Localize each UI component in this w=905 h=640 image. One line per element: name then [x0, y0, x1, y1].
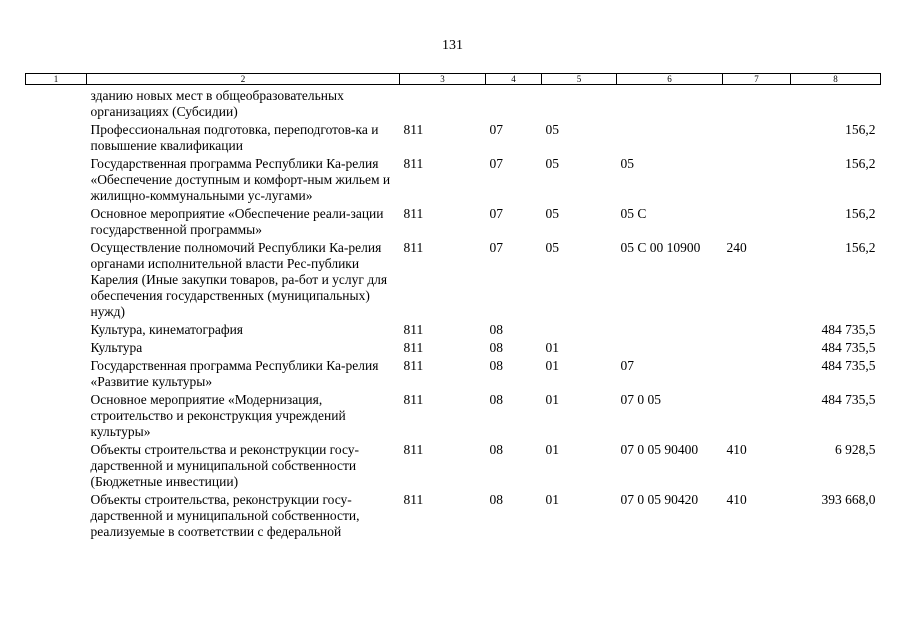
column-header: 3 — [400, 74, 486, 85]
amount-cell: 484 735,5 — [821, 392, 876, 407]
row-number-cell — [26, 357, 87, 391]
row-number-cell — [26, 321, 87, 339]
target-article-cell: 05 — [620, 156, 634, 171]
column-number-row — [26, 74, 881, 85]
subsection-code-cell: 01 — [545, 492, 559, 507]
ministry-code-cell: 811 — [403, 156, 424, 171]
target-article-cell: 07 — [620, 358, 634, 373]
amount-cell: 156,2 — [845, 206, 876, 221]
expense-type-cell: 410 — [726, 492, 747, 507]
section-code-cell: 08 — [489, 322, 503, 337]
section-code-cell: 08 — [489, 392, 503, 407]
section-code-cell — [486, 85, 542, 122]
column-header: 5 — [542, 74, 617, 85]
target-article-cell: 07 0 05 — [620, 392, 661, 407]
subsection-code-cell: 05 — [545, 240, 559, 255]
table-header — [26, 74, 881, 85]
amount-cell: 6 928,5 — [835, 442, 876, 457]
section-code-cell: 08 — [489, 358, 503, 373]
expense-type-cell — [723, 339, 791, 357]
ministry-code-cell: 811 — [403, 442, 424, 457]
table-row — [26, 155, 881, 205]
subsection-code-cell: 05 — [545, 206, 559, 221]
table-body — [26, 85, 881, 542]
column-header: 4 — [486, 74, 542, 85]
row-name-cell: Культура — [90, 340, 143, 355]
target-article-cell: 07 0 05 90420 — [620, 492, 699, 507]
subsection-code-cell — [542, 85, 617, 122]
subsection-code-cell: 01 — [545, 392, 559, 407]
table-row — [26, 121, 881, 155]
table-row — [26, 391, 881, 441]
row-name-cell: Основное мероприятие «Обеспечение реали-зации государственной программы» — [90, 206, 384, 237]
expense-type-cell — [723, 121, 791, 155]
expense-type-cell: 240 — [726, 240, 747, 255]
amount-cell: 484 735,5 — [821, 358, 876, 373]
row-name-cell: Основное мероприятие «Модернизация, строительство и реконструкция учреждений культуры» — [90, 392, 346, 439]
ministry-code-cell: 811 — [403, 322, 424, 337]
target-article-cell: 07 0 05 90400 — [620, 442, 699, 457]
subsection-code-cell: 05 — [545, 156, 559, 171]
expense-type-cell — [723, 155, 791, 205]
row-number-cell — [26, 205, 87, 239]
column-header: 8 — [791, 74, 881, 85]
subsection-code-cell: 01 — [545, 358, 559, 373]
subsection-code-cell: 01 — [545, 442, 559, 457]
subsection-code-cell: 01 — [545, 340, 559, 355]
section-code-cell: 07 — [489, 122, 503, 137]
row-name-cell: Культура, кинематография — [90, 322, 244, 337]
ministry-code-cell: 811 — [403, 392, 424, 407]
amount-cell: 484 735,5 — [821, 322, 876, 337]
expense-type-cell — [723, 357, 791, 391]
target-article-cell: 05 С 00 10900 — [620, 240, 701, 255]
table-row — [26, 239, 881, 321]
row-number-cell — [26, 441, 87, 491]
expense-type-cell — [723, 85, 791, 122]
amount-cell: 393 668,0 — [821, 492, 876, 507]
amount-cell — [791, 85, 881, 122]
section-code-cell: 08 — [489, 492, 503, 507]
row-number-cell — [26, 339, 87, 357]
column-header: 7 — [723, 74, 791, 85]
row-name-cell: Осуществление полномочий Республики Ка-релия органами исполнительной власти Рес-публики Карелия (Иные закупки товаров, ра-бот и услуг для обеспечения государственных (муниципальных) нужд) — [90, 240, 388, 319]
table-row — [26, 85, 881, 122]
ministry-code-cell: 811 — [403, 358, 424, 373]
column-header: 6 — [617, 74, 723, 85]
row-name-cell: Государственная программа Республики Ка-релия «Обеспечение доступным и комфорт-ным жильем и жилищно-коммунальными ус-лугами» — [90, 156, 391, 203]
row-name-cell: Профессиональная подготовка, переподготов-ка и повышение квалификации — [90, 122, 379, 153]
section-code-cell: 07 — [489, 240, 503, 255]
section-code-cell: 07 — [489, 156, 503, 171]
ministry-code-cell: 811 — [403, 492, 424, 507]
amount-cell: 156,2 — [845, 240, 876, 255]
row-number-cell — [26, 391, 87, 441]
subsection-code-cell — [542, 321, 617, 339]
ministry-code-cell — [400, 85, 486, 122]
target-article-cell — [617, 85, 723, 122]
amount-cell: 156,2 — [845, 122, 876, 137]
row-name-cell: Объекты строительства и реконструкции госу-дарственной и муниципальной собственности (Бюджетные инвестиции) — [90, 442, 360, 489]
expense-type-cell — [723, 205, 791, 239]
row-number-cell — [26, 121, 87, 155]
table-row — [26, 339, 881, 357]
expense-type-cell — [723, 321, 791, 339]
target-article-cell — [617, 121, 723, 155]
section-code-cell: 08 — [489, 340, 503, 355]
expense-type-cell: 410 — [726, 442, 747, 457]
ministry-code-cell: 811 — [403, 340, 424, 355]
table-row — [26, 205, 881, 239]
ministry-code-cell: 811 — [403, 206, 424, 221]
row-number-cell — [26, 85, 87, 122]
column-header: 2 — [87, 74, 400, 85]
target-article-cell — [617, 339, 723, 357]
expense-type-cell — [723, 391, 791, 441]
amount-cell: 484 735,5 — [821, 340, 876, 355]
table-row — [26, 491, 881, 541]
page-number: 131 — [442, 38, 463, 53]
subsection-code-cell: 05 — [545, 122, 559, 137]
table-row — [26, 357, 881, 391]
target-article-cell: 05 С — [620, 206, 647, 221]
section-code-cell: 08 — [489, 442, 503, 457]
ministry-code-cell: 811 — [403, 240, 424, 255]
column-header: 1 — [26, 74, 87, 85]
target-article-cell — [617, 321, 723, 339]
row-name-cell: зданию новых мест в общеобразовательных организациях (Субсидии) — [90, 88, 344, 119]
row-number-cell — [26, 491, 87, 541]
table-row — [26, 441, 881, 491]
row-number-cell — [26, 155, 87, 205]
row-number-cell — [26, 239, 87, 321]
section-code-cell: 07 — [489, 206, 503, 221]
amount-cell: 156,2 — [845, 156, 876, 171]
row-name-cell: Государственная программа Республики Ка-релия «Развитие культуры» — [90, 358, 379, 389]
table-row — [26, 321, 881, 339]
ministry-code-cell: 811 — [403, 122, 424, 137]
budget-table — [25, 73, 881, 541]
row-name-cell: Объекты строительства, реконструкции госу-дарственной и муниципальной собственности, реализуемые в соответствии с федеральной — [90, 492, 360, 539]
